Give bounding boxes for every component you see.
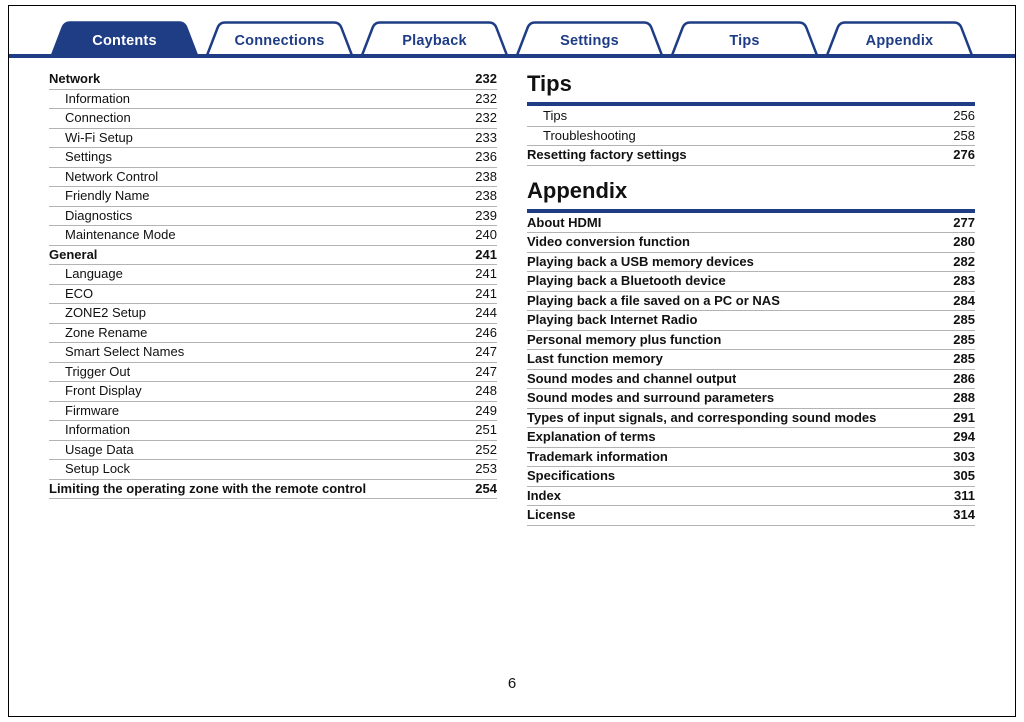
tab-label: Connections [234, 33, 325, 49]
toc-entry-page: 291 [953, 409, 975, 425]
toc-entry-label: Network Control [65, 169, 159, 184]
toc-entry-page: 236 [475, 149, 497, 164]
toc-entry-label: Tips [543, 109, 568, 123]
toc-entry-label: Limiting the operating zone with the remote control [49, 481, 367, 496]
toc-entry-page: 238 [475, 188, 497, 203]
toc-row[interactable] [49, 460, 497, 480]
toc-entry-page: 238 [475, 168, 497, 184]
toc-entry-page: 280 [953, 234, 975, 249]
tab-bar [49, 20, 975, 58]
toc-entry-page: 249 [475, 402, 497, 418]
toc-entry-label: Video conversion function [527, 235, 691, 249]
tab-settings[interactable] [514, 20, 665, 58]
toc-entry-page: 240 [475, 227, 497, 242]
toc-entry-page: 241 [475, 246, 497, 262]
toc-entry-page: 247 [475, 363, 497, 379]
toc-entry-label: Playing back Internet Radio [527, 313, 698, 327]
toc-entry-label: Trademark information [527, 449, 668, 464]
toc-row[interactable] [527, 127, 975, 147]
toc-entry-label: Zone Rename [65, 325, 148, 340]
toc-row[interactable] [527, 146, 975, 166]
toc-entry-page: 247 [475, 344, 497, 359]
toc-entry-label: About HDMI [527, 215, 602, 230]
toc-entry-label: Diagnostics [65, 208, 133, 223]
toc-row[interactable] [527, 292, 975, 312]
toc-left-column [49, 70, 497, 526]
toc-entry-label: Information [65, 423, 131, 437]
toc-entry-label: Wi-Fi Setup [65, 130, 133, 145]
toc-entry-page: 254 [475, 480, 497, 496]
toc-row[interactable] [49, 168, 497, 188]
toc-row[interactable] [49, 382, 497, 402]
page-frame [8, 5, 1016, 717]
toc-entry-label: Maintenance Mode [65, 228, 176, 242]
toc-row[interactable] [527, 409, 975, 429]
toc-entry-page: 286 [953, 370, 975, 386]
toc-entry-page: 241 [475, 285, 497, 301]
toc-entry-label: Smart Select Names [65, 345, 185, 359]
toc-entry-page: 277 [953, 214, 975, 230]
toc-entry-label: Connection [65, 111, 131, 125]
toc-entry-label: General [49, 247, 98, 262]
page-number: 6 [507, 675, 517, 692]
toc-row[interactable] [527, 272, 975, 292]
toc-row[interactable] [527, 331, 975, 351]
toc-entry-page: 311 [954, 487, 975, 503]
toc-entry-page: 241 [475, 266, 497, 281]
toc-row[interactable] [527, 350, 975, 370]
toc-entry-label: Front Display [65, 384, 142, 398]
toc-row[interactable] [527, 389, 975, 409]
toc-entry-page: 276 [953, 147, 975, 162]
toc-entry-label: Friendly Name [65, 189, 150, 203]
toc-entry-label: Playing back a file saved on a PC or NAS [527, 293, 780, 308]
toc-entry-label: Settings [65, 150, 112, 164]
toc-entry-label: Information [65, 91, 131, 106]
toc-entry-page: 294 [953, 429, 975, 444]
toc-entry-label: Specifications [527, 469, 616, 483]
toc-entry-page: 288 [953, 390, 975, 405]
section-heading-appendix: Appendix [527, 177, 975, 213]
toc-row[interactable] [49, 441, 497, 461]
toc-row[interactable] [49, 480, 497, 500]
toc-entry-label: Setup Lock [65, 462, 131, 476]
toc-row[interactable] [527, 506, 975, 526]
toc-entry-label: Personal memory plus function [527, 332, 722, 347]
toc-entry-page: 282 [953, 253, 975, 269]
tab-underline-rule [9, 54, 1015, 58]
toc-row[interactable] [49, 187, 497, 207]
toc-entry-label: Playing back a Bluetooth device [527, 274, 726, 288]
tab-tips[interactable] [669, 20, 820, 58]
toc-content [49, 70, 975, 526]
toc-entry-label: Explanation of terms [527, 430, 656, 444]
toc-entry-label: Troubleshooting [543, 128, 636, 143]
toc-row[interactable] [527, 448, 975, 468]
toc-row[interactable] [49, 324, 497, 344]
tab-contents[interactable] [49, 20, 200, 58]
toc-row[interactable] [49, 226, 497, 246]
toc-row[interactable] [49, 148, 497, 168]
toc-entry-label: Last function memory [527, 352, 663, 366]
toc-entry-page: 253 [475, 461, 497, 476]
toc-entry-page: 284 [953, 292, 975, 308]
toc-row[interactable] [527, 214, 975, 234]
toc-entry-page: 283 [953, 273, 975, 288]
toc-row[interactable] [49, 70, 497, 90]
toc-entry-label: Sound modes and channel output [527, 371, 737, 386]
tab-label: Settings [560, 33, 619, 49]
toc-row[interactable] [527, 487, 975, 507]
section-heading-tips: Tips [527, 70, 975, 106]
toc-row[interactable] [527, 428, 975, 448]
tab-label: Appendix [865, 33, 934, 49]
toc-entry-label: Resetting factory settings [527, 148, 687, 162]
toc-row[interactable] [527, 311, 975, 331]
tab-playback[interactable] [359, 20, 510, 58]
toc-row[interactable] [49, 304, 497, 324]
tab-label: Playback [402, 33, 467, 49]
toc-entry-page: 252 [475, 441, 497, 457]
toc-row[interactable] [527, 253, 975, 273]
toc-entry-page: 244 [475, 305, 497, 320]
tab-appendix[interactable] [824, 20, 975, 58]
toc-entry-page: 305 [953, 468, 975, 483]
toc-row[interactable] [49, 109, 497, 129]
toc-entry-page: 314 [953, 507, 975, 522]
toc-right-column [527, 70, 975, 526]
toc-entry-page: 256 [953, 108, 975, 123]
toc-entry-page: 285 [953, 351, 975, 366]
toc-entry-page: 303 [953, 448, 975, 464]
toc-row[interactable] [49, 343, 497, 363]
toc-entry-label: Types of input signals, and corresponding sound modes [527, 410, 877, 425]
toc-row[interactable] [527, 467, 975, 487]
toc-row[interactable] [49, 129, 497, 149]
toc-entry-label: License [527, 508, 576, 522]
toc-row[interactable] [49, 90, 497, 110]
toc-entry-page: 232 [475, 71, 497, 86]
toc-entry-page: 258 [953, 127, 975, 143]
toc-entry-label: Usage Data [65, 442, 134, 457]
toc-entry-page: 285 [953, 331, 975, 347]
toc-row[interactable] [49, 207, 497, 227]
toc-entry-label: Playing back a USB memory devices [527, 254, 754, 269]
toc-entry-page: 251 [475, 422, 497, 437]
toc-entry-page: 233 [475, 129, 497, 145]
toc-row[interactable] [527, 107, 975, 127]
tab-connections[interactable] [204, 20, 355, 58]
tab-label: Tips [729, 33, 760, 49]
toc-entry-page: 248 [475, 383, 497, 398]
toc-entry-label: ZONE2 Setup [65, 306, 146, 320]
toc-entry-page: 239 [475, 207, 497, 223]
toc-row[interactable] [49, 246, 497, 266]
toc-entry-label: Sound modes and surround parameters [527, 391, 775, 405]
tab-label: Contents [92, 33, 157, 49]
toc-entry-page: 246 [475, 324, 497, 340]
toc-row[interactable] [49, 363, 497, 383]
toc-entry-page: 232 [475, 110, 497, 125]
toc-entry-label: Network [49, 72, 101, 86]
toc-entry-label: Index [527, 488, 561, 503]
toc-row[interactable] [49, 265, 497, 285]
toc-entry-label: Trigger Out [65, 364, 131, 379]
toc-entry-page: 232 [475, 90, 497, 106]
toc-entry-label: Language [65, 267, 123, 281]
toc-row[interactable] [49, 285, 497, 305]
toc-entry-label: Firmware [65, 403, 120, 418]
toc-row[interactable] [49, 421, 497, 441]
toc-row[interactable] [527, 233, 975, 253]
toc-entry-label: ECO [65, 286, 94, 301]
toc-row[interactable] [49, 402, 497, 422]
toc-row[interactable] [527, 370, 975, 390]
toc-entry-page: 285 [953, 312, 975, 327]
